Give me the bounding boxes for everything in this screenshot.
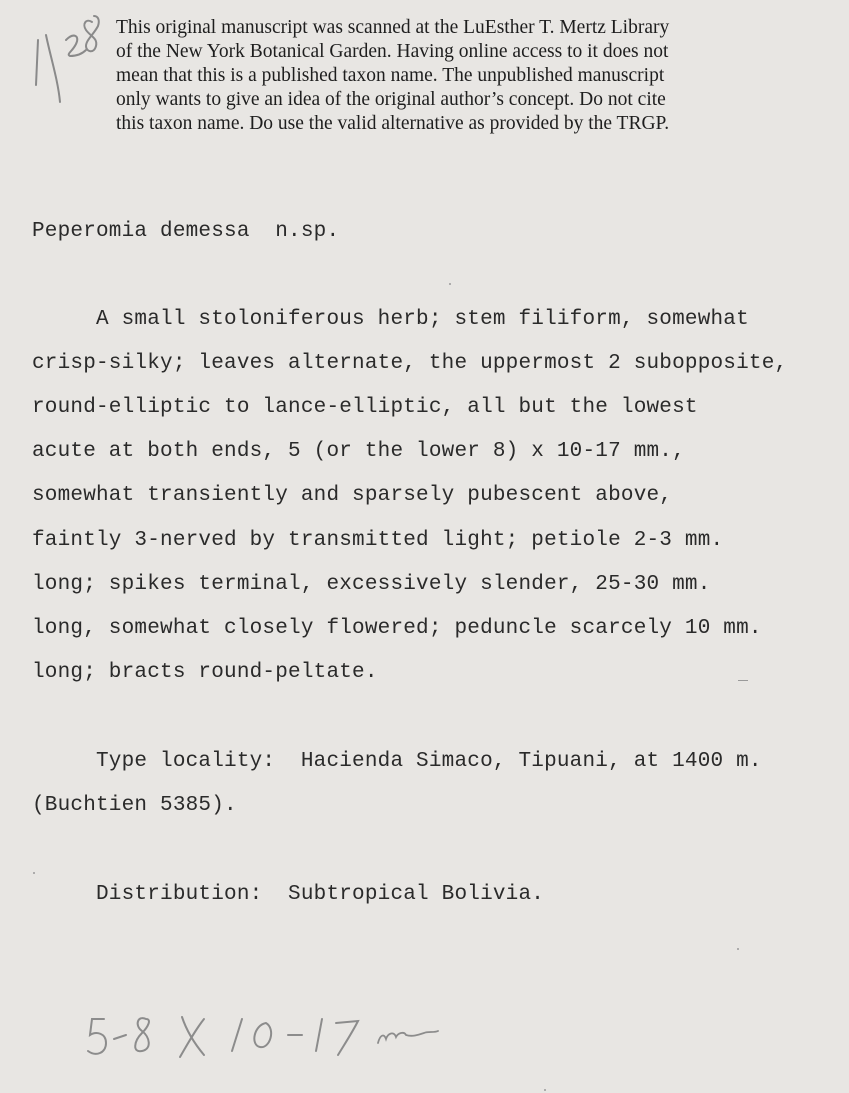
disclaimer-line: mean that this is a published taxon name. The unpublished manuscript (116, 65, 665, 86)
description-line: crisp-silky; leaves alternate, the uppermost 2 subopposite, (32, 352, 788, 375)
handwritten-mark-top (28, 10, 108, 105)
distribution-line: Distribution: Subtropical Bolivia. (32, 883, 545, 906)
handwritten-note-bottom (82, 1005, 462, 1075)
digitization-disclaimer (116, 16, 816, 136)
scan-speck (33, 872, 35, 874)
description-line: acute at both ends, 5 (or the lower 8) x 10-17 mm., (32, 440, 685, 463)
description-line: faintly 3-nerved by transmitted light; petiole 2-3 mm. (32, 529, 724, 552)
description-line: somewhat transiently and sparsely pubescent above, (32, 484, 673, 507)
disclaimer-line: this taxon name. Do use the valid alternative as provided by the TRGP. (116, 113, 670, 134)
description-line: round-elliptic to lance-elliptic, all but the lowest (32, 396, 698, 419)
description-line: A small stoloniferous herb; stem filiform, somewhat (32, 308, 749, 331)
description-line: long; bracts round-peltate. (32, 661, 378, 684)
species-title: Peperomia demessa n.sp. (32, 220, 340, 243)
type-locality-line: Type locality: Hacienda Simaco, Tipuani, at 1400 m. (32, 750, 762, 773)
scan-speck (544, 1089, 546, 1091)
disclaimer-line: of the New York Botanical Garden. Having online access to it does not (116, 41, 669, 62)
description-line: long; spikes terminal, excessively slender, 25-30 mm. (32, 573, 711, 596)
scan-speck (738, 680, 748, 681)
scan-speck (449, 283, 451, 285)
description-line: long, somewhat closely flowered; peduncle scarcely 10 mm. (32, 617, 762, 640)
scan-speck (737, 948, 739, 950)
disclaimer-line: This original manuscript was scanned at the LuEsther T. Mertz Library (116, 17, 670, 38)
type-locality-line: (Buchtien 5385). (32, 794, 237, 817)
disclaimer-line: only wants to give an idea of the original author’s concept. Do not cite (116, 89, 666, 110)
